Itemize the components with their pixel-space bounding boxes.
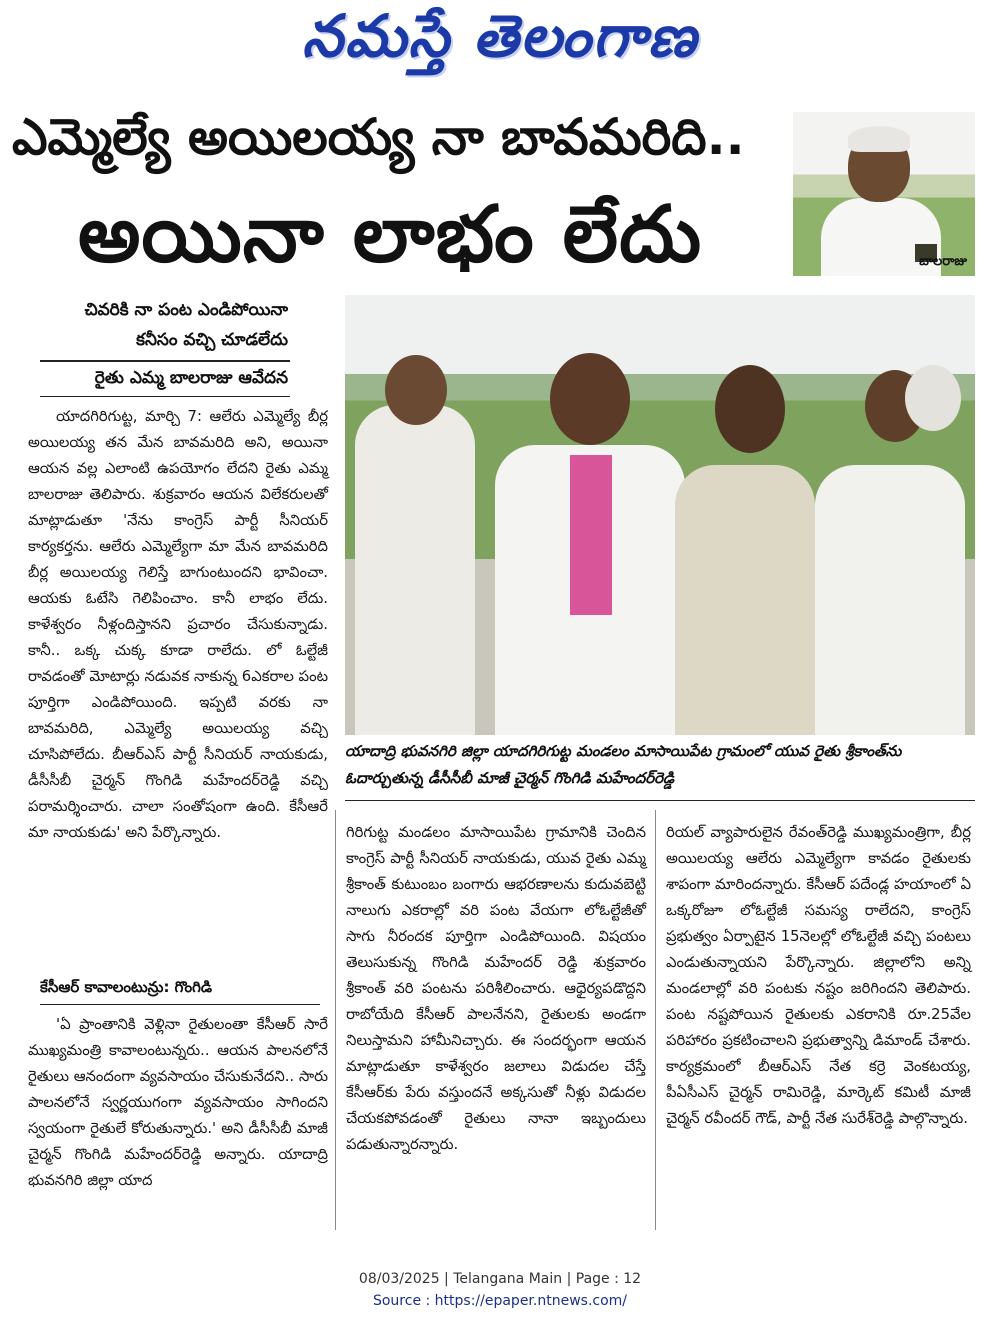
masthead-title: నమస్తే తెలంగాణ — [302, 2, 698, 70]
column-3-text: రియల్ వ్యాపారులైన రేవంత్‌రెడ్డి ముఖ్యమంత్రిగా, బీర్ల అయిలయ్య ఆలేరు ఎమ్మెల్యేగా కావడం రైతులకు శాపంగా మారిందన్నారు. కేసీఆర్ పదేండ్ల హయాంలో ఏ ఒక్కరోజూ లోఓల్టేజీ సమస్య రాలేదని, కాంగ్రెస్ ప్రభుత్వం ఏర్పాటైన 15నెలల్లో లోఓల్టేజీ వచ్చి పంటలు ఎండుతున్నాయని పేర్కొన్నారు. జిల్లాలోని అన్ని మండలాల్లో వరి పంటకు నష్టం జరిగిందని తెలిపారు. పంట నష్టపోయిన రైతులకు ఎకరానికి రూ.25వేల పరిహారం ప్రకటించాలని ప్రభుత్వాన్ని డిమాండ్ చేశారు. కార్యక్రమంలో బీఆర్ఎస్ నేత కర్రె వెంకటయ్య, పీఏసీఎస్ చైర్మన్ రామిరెడ్డి, మార్కెట్ కమిటీ మాజీ చైర్మన్ రవీందర్ గౌడ్, పార్టీ నేత సురేశ్‌రెడ్డి పాల్గొన్నారు. — [666, 824, 971, 1127]
column-1-paragraph-1: యాదగిరిగుట్ట, మార్చి 7: ఆలేరు ఎమ్మెల్యే బీర్ల అయిలయ్య తన మేన బావమరిది అని, అయినా ఆయన వల్ల ఎలాంటి ఉపయోగం లేదని రైతు ఎమ్మ బాలరాజు తెలిపారు. శుక్రవారం ఆయన విలేకరులతో మాట్లాడుతూ 'నేను కాంగ్రెస్ పార్టీ సీనియర్ కార్యకర్తను. ఆలేరు ఎమ్మెల్యేగా మా మేన బావమరిది బీర్ల అయిలయ్య గెలిస్తే బాగుంటుందని భావించా. ఆయకు ఓటేసి గెలిపించాం. కానీ లాభం లేదు. కాళేశ్వరం నీళ్లందిస్తానని ప్రచారం చేసుకున్నాడు. కానీ.. ఒక్క చుక్క కూడా రాలేదు. లో ఓల్టేజీ రావడంతో మోటార్లు నడువక నాకున్న 6ఎకరాల పంట పూర్తిగా ఎండిపోయింది. ఇప్పటి వరకు నా బావమరిది, ఎమ్మెల్యే అయిలయ్య వచ్చి చూసిపోలేదు. బీఆర్ఎస్ పార్టీ సీనియర్ నాయకుడు, డీసీసీబీ చైర్మన్ గొంగిడి మహేందర్‌రెడ్డి వచ్చి పరామర్శించారు. చాలా సంతోషంగా ఉంది. కేసీఆరే మా నాయకుడు' అని పేర్కొన్నారు. — [28, 408, 328, 841]
caption-divider — [345, 800, 975, 801]
subhead-divider-2 — [40, 396, 290, 397]
inset-photo-caption: బాలరాజు — [919, 254, 967, 269]
subhead-line-1: చివరికి నా పంట ఎండిపోయినా — [84, 300, 288, 320]
article-column-3 — [666, 820, 971, 1132]
article-column-2 — [346, 820, 646, 1158]
headline-line-1: ఎమ్మెల్యే అయిలయ్య నా బావమరిది.. — [12, 108, 745, 166]
column-2-text: గిరిగుట్ట మండలం మాసాయిపేట గ్రామానికి చెందిన కాంగ్రెస్ పార్టీ సీనియర్ నాయకుడు, యువ రైతు ఎమ్మ శ్రీకాంత్ కుటుంబం బంగారు ఆభరణాలను కుదువబెట్టి నాలుగు ఎకరాల్లో వరి పంట వేయగా లోఓల్టేజీతో సాగు నీరందక పూర్తిగా ఎండిపోయింది. విషయం తెలుసుకున్న గొంగిడి మహేందర్ రెడ్డి శుక్రవారం శ్రీకాంత్ వరి పంటను పరిశీలించారు. ఆధైర్యపడొద్దని రాబోయేది కేసీఆర్ పాలనేనని, రైతులకు అండగా నిలుస్తామని హామీనిచ్చారు. ఈ సందర్భంగా ఆయన మాట్లాడుతూ కాళేశ్వరం జలాలు విడుదల చేస్తే కేసీఆర్‌కు పేరు వస్తుందనే అక్కసుతో నీళ్లు విడుదల చేయకపోవడంతో రైతులు నానా ఇబ్బందులు పడుతున్నారన్నారు. — [346, 824, 646, 1153]
subhead-line-2: కనీసం వచ్చి చూడలేదు — [136, 330, 288, 350]
photo-caption: యాదాద్రి భువనగిరి జిల్లా యాదగిరిగుట్ట మండలం మాసాయిపేట గ్రామంలో యువ రైతు శ్రీకాంత్‌ను ఓదార్చుతున్న డీసీసీబీ మాజీ చైర్మన్ గొంగిడి మహేందర్‌రెడ్డి — [345, 742, 902, 787]
subhead-line-3: రైతు ఎమ్మ బాలరాజు ఆవేదన — [94, 368, 288, 388]
column-divider-1 — [335, 810, 336, 1230]
article-column-1-continued — [28, 1012, 328, 1194]
side-heading: కేసీఆర్ కావాలంటున్రు: గొంగిడి — [40, 978, 212, 996]
page-footer — [0, 1268, 1000, 1312]
side-heading-divider — [40, 1004, 320, 1005]
article-column-1 — [28, 404, 328, 846]
column-1-paragraph-2: 'ఏ ప్రాంతానికి వెళ్లినా రైతులంతా కేసీఆర్ సారే ముఖ్యమంత్రి కావాలంటున్నరు.. ఆయన పాలనలోనే రైతులు ఆనందంగా వ్యవసాయం చేసుకునేదని.. సారు పాలనలోనే స్వర్ణయుగంగా వ్యవసాయం సాగిందని స్వయంగా రైతులే కోరుతున్నారు.' అని డీసీసీబీ మాజీ చైర్మన్ గొంగిడి మహేందర్‌రెడ్డి అన్నారు. యాదాద్రి భువనగిరి జిల్లా యాద — [28, 1016, 328, 1189]
footer-source-link[interactable]: Source : https://epaper.ntnews.com/ — [372, 1293, 628, 1309]
column-divider-2 — [655, 810, 656, 1230]
headline-line-2: అయినా లాభం లేదు — [78, 190, 703, 280]
main-news-photo — [345, 295, 975, 735]
inset-portrait-photo — [793, 112, 975, 276]
footer-edition-info: 08/03/2025 | Telangana Main | Page : 12 — [358, 1271, 642, 1287]
subhead-divider — [40, 360, 290, 362]
